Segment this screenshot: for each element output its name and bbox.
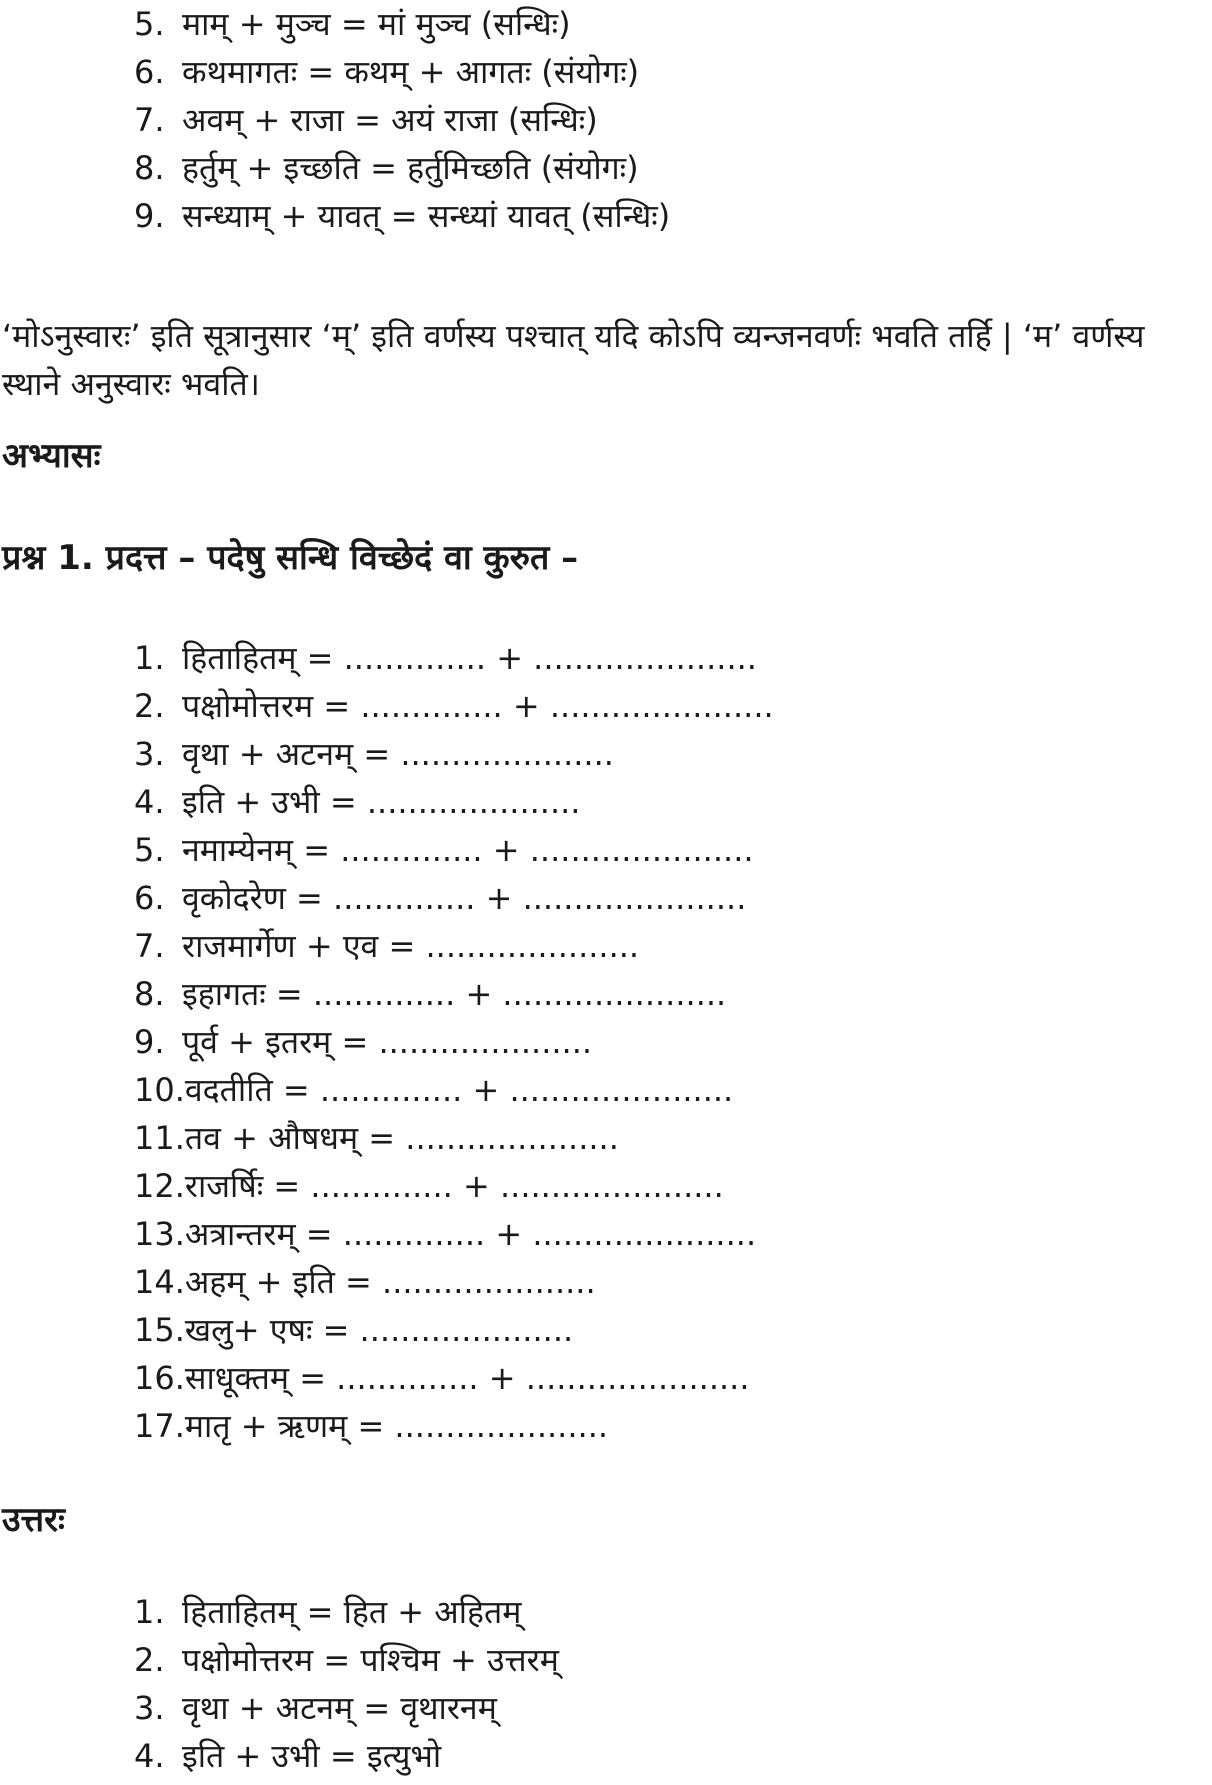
item-number: 1. — [134, 639, 165, 677]
item-number: 17. — [134, 1407, 185, 1445]
item-number: 1. — [134, 1593, 165, 1631]
item-number: 6. — [134, 879, 165, 917]
item-number: 4. — [134, 783, 165, 821]
list-item — [134, 0, 670, 48]
list-item — [134, 1588, 559, 1636]
list-item — [134, 1684, 559, 1732]
item-text: वृथा + अटनम् = वृथारनम् — [182, 1689, 497, 1727]
list-item — [134, 730, 774, 778]
list-item — [134, 682, 774, 730]
item-number: 8. — [134, 149, 165, 187]
list-item — [134, 1402, 774, 1450]
item-text: इति + उभी = ..................... — [182, 783, 581, 821]
item-text: वृथा + अटनम् = ..................... — [182, 735, 614, 773]
rule-paragraph: ‘मोऽनुस्वारः’ इति सूत्रानुसार ‘म्’ इति वर्णस्य पश्चात् यदि कोऽपि व्यन्जनवर्णः भवति तर्हि | ‘म’ वर्णस्य स्थाने अनुस्वारः भवति। — [2, 317, 1145, 403]
list-item — [134, 826, 774, 874]
item-text: अवम् + राजा = अयं राजा (सन्धिः) — [182, 101, 598, 139]
item-number: 10. — [134, 1071, 185, 1109]
item-number: 11. — [134, 1119, 185, 1157]
list-item — [134, 1210, 774, 1258]
list-item — [134, 1354, 774, 1402]
list-item — [134, 1162, 774, 1210]
item-number: 5. — [134, 5, 165, 43]
list-item — [134, 922, 774, 970]
item-number: 15. — [134, 1311, 185, 1349]
heading-abhyasa: अभ्यासः — [2, 436, 101, 476]
item-number: 5. — [134, 831, 165, 869]
list-item — [134, 1636, 559, 1684]
item-number: 14. — [134, 1263, 185, 1301]
item-number: 6. — [134, 53, 165, 91]
answer-list — [134, 1588, 559, 1780]
list-item — [134, 874, 774, 922]
list-item — [134, 1306, 774, 1354]
item-number: 9. — [134, 1023, 165, 1061]
answer-heading: उत्तरः — [2, 1500, 65, 1540]
item-text: अहम् + इति = ..................... — [184, 1263, 596, 1301]
item-text: पक्षोमोत्तरम = पश्चिम + उत्तरम् — [182, 1641, 559, 1679]
list-item — [134, 1732, 559, 1780]
item-text: खलु+ एषः = ..................... — [184, 1311, 574, 1349]
item-number: 7. — [134, 101, 165, 139]
item-number: 7. — [134, 927, 165, 965]
item-text: सन्ध्याम् + यावत् = सन्ध्यां यावत् (सन्धिः) — [182, 197, 671, 235]
item-text: वृकोदरेण = .............. + ...................... — [182, 879, 747, 917]
item-number: 2. — [134, 687, 165, 725]
list-item — [134, 778, 774, 826]
item-text: अत्रान्तरम् = .............. + ...................... — [184, 1215, 757, 1253]
item-text: वदतीति = .............. + ...................... — [184, 1071, 734, 1109]
item-text: नमाम्येनम् = .............. + ...................... — [182, 831, 754, 869]
item-text: कथमागतः = कथम् + आगतः (संयोगः) — [182, 53, 640, 91]
list-item — [134, 144, 670, 192]
item-text: पूर्व + इतरम् = ..................... — [182, 1023, 593, 1061]
item-text: हिताहितम् = हित + अहितम् — [182, 1593, 522, 1631]
question-heading: प्रश्न 1. प्रदत्त – पदेषु सन्धि विच्छेदं वा कुरुत – — [2, 538, 579, 578]
list-item — [134, 1018, 774, 1066]
item-text: राजर्षिः = .............. + ...................... — [184, 1167, 724, 1205]
item-number: 2. — [134, 1641, 165, 1679]
item-number: 12. — [134, 1167, 185, 1205]
list-item — [134, 1066, 774, 1114]
item-number: 13. — [134, 1215, 185, 1253]
list-item — [134, 192, 670, 240]
item-text: साधूक्तम् = .............. + ...................... — [184, 1359, 750, 1397]
example-list — [134, 0, 670, 240]
item-text: माम् + मुञ्च = मां मुञ्च (सन्धिः) — [182, 5, 571, 43]
list-item — [134, 1114, 774, 1162]
item-text: तव + औषधम् = ..................... — [184, 1119, 619, 1157]
item-text: हर्तुम् + इच्छति = हर्तुमिच्छति (संयोगः) — [182, 149, 639, 187]
list-item — [134, 96, 670, 144]
exercise-list — [134, 634, 774, 1450]
item-text: राजमार्गेण + एव = ..................... — [182, 927, 640, 965]
list-item — [134, 1258, 774, 1306]
item-text: पक्षोमोत्तरम = .............. + ...................... — [182, 687, 774, 725]
item-number: 3. — [134, 735, 165, 773]
item-number: 3. — [134, 1689, 165, 1727]
item-text: मातृ + ऋणम् = ..................... — [184, 1407, 609, 1445]
list-item — [134, 970, 774, 1018]
item-text: इति + उभी = इत्युभो — [182, 1737, 442, 1775]
item-text: इहागतः = .............. + ...................... — [182, 975, 727, 1013]
list-item — [134, 634, 774, 682]
item-number: 4. — [134, 1737, 165, 1775]
item-number: 16. — [134, 1359, 185, 1397]
item-text: हिताहितम् = .............. + ...................... — [182, 639, 757, 677]
item-number: 8. — [134, 975, 165, 1013]
item-number: 9. — [134, 197, 165, 235]
list-item — [134, 48, 670, 96]
